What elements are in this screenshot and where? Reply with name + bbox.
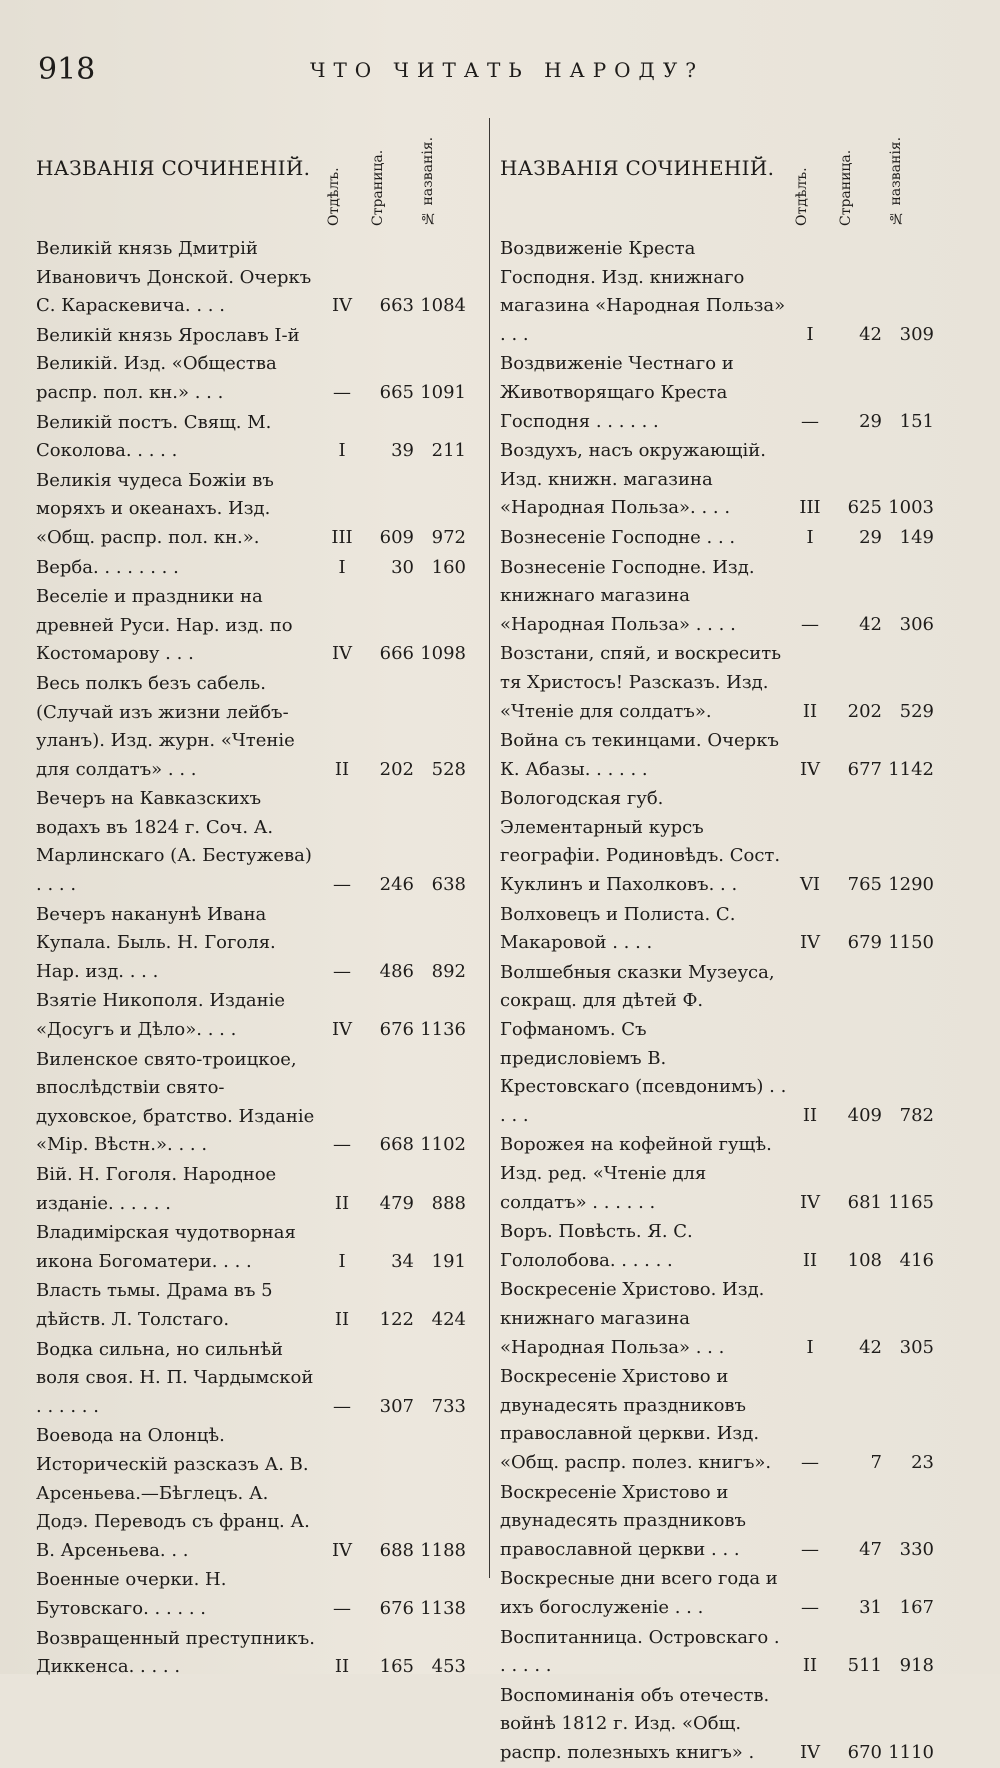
entry-section: II: [334, 1192, 350, 1214]
entry-title: Верба. . . . . . . .: [36, 556, 179, 578]
entry-title: Воздвиженіе Креста Господня. Изд. книжнаго магазина «Народная Польза» . . .: [500, 238, 786, 345]
entry-number: 1084: [420, 295, 466, 317]
entry-section: —: [333, 1395, 351, 1417]
entry-section: —: [801, 1451, 819, 1473]
index-entry: [36, 901, 486, 987]
entry-section: —: [801, 613, 819, 635]
entry-section: II: [802, 1655, 818, 1677]
entry-section: —: [801, 1538, 819, 1560]
left-column: [36, 110, 486, 1683]
entry-page: 246: [379, 874, 414, 896]
index-entry: [500, 1565, 950, 1622]
entry-number: 23: [911, 1451, 934, 1473]
entry-title: Владимірская чудотворная икона Богоматери. . . .: [36, 1222, 296, 1272]
entry-page: 668: [379, 1134, 414, 1156]
entry-page: 688: [379, 1539, 414, 1561]
entry-page: 679: [847, 932, 882, 954]
entry-page: 486: [379, 960, 414, 982]
entry-page: 670: [847, 1741, 882, 1763]
entry-section: IV: [799, 1741, 821, 1763]
entry-title: Военные очерки. Н. Бутовскаго. . . . . .: [36, 1569, 227, 1619]
entry-title: Волховецъ и Полиста. С. Макаровой . . . .: [500, 903, 736, 954]
index-entry: [500, 1682, 950, 1768]
right-column-header: [500, 110, 950, 235]
entry-page: 765: [847, 874, 882, 896]
entry-number: 453: [431, 1656, 466, 1678]
entry-page: 307: [379, 1395, 414, 1417]
entry-title: Воскресеніе Христово. Изд. книжнаго магазина «Народная Польза» . . .: [500, 1279, 765, 1358]
entry-section: I: [338, 556, 346, 578]
entry-page: 409: [847, 1104, 882, 1126]
entry-section: II: [334, 758, 350, 780]
page-number: 918: [38, 52, 96, 87]
index-entry: [500, 350, 950, 436]
entry-section: II: [802, 700, 818, 722]
entry-title: Водка сильна, но сильнѣй воля своя. Н. П. Чардымской . . . . . .: [36, 1338, 314, 1417]
entry-section: IV: [799, 758, 821, 780]
index-entry: [500, 1624, 950, 1681]
left-entries: [36, 235, 486, 1682]
index-entry: [36, 1161, 486, 1218]
entry-number: 918: [899, 1655, 934, 1677]
index-entry: [500, 727, 950, 784]
entry-number: 1110: [888, 1741, 934, 1763]
entry-title: Воздухъ, насъ окружающій. Изд. книжн. магазина «Народная Польза». . . .: [500, 440, 766, 519]
entry-section: I: [806, 323, 814, 345]
entry-page: 625: [847, 497, 882, 519]
column-title: НАЗВАНІЯ СОЧИНЕНІЙ.: [500, 156, 775, 180]
entry-page: 42: [859, 1336, 882, 1358]
entry-number: 416: [899, 1249, 934, 1271]
entry-page: 30: [391, 556, 414, 578]
entry-section: I: [806, 526, 814, 548]
index-entry: [36, 235, 486, 321]
entry-number: 151: [899, 410, 934, 432]
entry-section: IV: [331, 1539, 353, 1561]
entry-number: 149: [899, 526, 934, 548]
index-entry: [36, 785, 486, 899]
entry-section: —: [801, 1596, 819, 1618]
entry-title: Вознесеніе Господне. Изд. книжнаго магазина «Народная Польза» . . . .: [500, 556, 755, 635]
entry-number: 638: [431, 874, 466, 896]
index-entry: [36, 670, 486, 784]
entry-section: —: [801, 410, 819, 432]
entry-section: II: [334, 1656, 350, 1678]
index-entry: [36, 583, 486, 669]
entry-number: 1102: [420, 1134, 466, 1156]
index-entry: [500, 959, 950, 1131]
index-entry: [500, 1479, 950, 1565]
entry-page: 677: [847, 758, 882, 780]
entry-page: 42: [859, 323, 882, 345]
index-entry: [500, 1276, 950, 1362]
entry-section: II: [802, 1249, 818, 1271]
section-header: Отдѣлъ.: [794, 167, 810, 226]
entry-number: 529: [899, 700, 934, 722]
entry-title: Весь полкъ безъ сабель. (Случай изъ жизни лейбъ-уланъ). Изд. журн. «Чтеніе для солдатъ» . . .: [36, 672, 295, 780]
entry-page: 39: [391, 440, 414, 462]
entry-title: Взятіе Никополя. Изданіе «Досугъ и Дѣло». . . .: [36, 990, 286, 1041]
index-entry: [500, 901, 950, 958]
page-header: Страница.: [838, 149, 854, 226]
entry-page: 663: [379, 295, 414, 317]
entry-title: Воспитанница. Островскаго . . . . . .: [500, 1626, 780, 1677]
entry-number: 1091: [420, 381, 466, 403]
entry-section: —: [333, 1134, 351, 1156]
entry-title: Воскресеніе Христово и двунадесять праздниковъ православной церкви . . .: [500, 1481, 747, 1560]
column-divider: [489, 118, 490, 1578]
entry-number: 305: [899, 1336, 934, 1358]
entry-title: Великія чудеса Божіи въ моряхъ и океанахъ. Изд. «Общ. распр. пол. кн.».: [36, 469, 274, 548]
index-entry: [36, 1566, 486, 1623]
entry-section: IV: [799, 1191, 821, 1213]
entry-number: 1136: [420, 1019, 466, 1041]
entry-page: 681: [847, 1191, 882, 1213]
entry-section: —: [333, 381, 351, 403]
entry-section: I: [806, 1336, 814, 1358]
entry-page: 202: [379, 758, 414, 780]
entry-number: 1142: [888, 758, 934, 780]
entry-number: 1003: [888, 497, 934, 519]
entry-page: 665: [379, 381, 414, 403]
entry-page: 676: [379, 1597, 414, 1619]
entry-title: Веселіе и праздники на древней Руси. Нар. изд. по Костомарову . . .: [36, 586, 293, 665]
index-entry: [500, 1218, 950, 1275]
section-header: Отдѣлъ.: [326, 167, 342, 226]
entry-number: 528: [431, 758, 466, 780]
entry-title: Возстани, спяй, и воскресить тя Христосъ! Разсказъ. Изд. «Чтеніе для солдатъ».: [500, 643, 781, 722]
entry-title: Волшебныя сказки Музеуса, сокращ. для дѣтей Ф. Гофманомъ. Съ предисловіемъ В. Крестовскаго (псевдонимъ) . . . . .: [500, 961, 787, 1126]
right-entries: [500, 235, 950, 1767]
entry-page: 29: [859, 526, 882, 548]
entry-section: IV: [331, 1019, 353, 1041]
entry-title: Воспоминанія объ отечеств. войнѣ 1812 г. Изд. «Общ. распр. полезныхъ книгъ» .: [500, 1684, 770, 1763]
entry-title: Великій князь Дмитрій Ивановичъ Донской. Очеркъ С. Караскевича. . . .: [36, 238, 312, 317]
entry-section: —: [333, 960, 351, 982]
entry-section: IV: [331, 643, 353, 665]
entry-title: Вечеръ на Кавказскихъ водахъ въ 1824 г. Соч. А. Марлинскаго (А. Бестужева) . . . .: [36, 788, 312, 896]
index-entry: [500, 437, 950, 523]
entry-number: 424: [431, 1308, 466, 1330]
entry-page: 42: [859, 613, 882, 635]
entry-title: Великій князь Ярославъ I-й Великій. Изд. «Общества распр. пол. кн.» . . .: [36, 324, 300, 403]
entry-number: 160: [431, 556, 466, 578]
entry-number: 892: [431, 960, 466, 982]
index-entry: [36, 1277, 486, 1334]
entry-page: 29: [859, 410, 882, 432]
entry-title: Воздвиженіе Честнаго и Животворящаго Креста Господня . . . . . .: [500, 353, 734, 432]
entry-number: 972: [431, 526, 466, 548]
left-column-header: [36, 110, 486, 235]
entry-page: 108: [847, 1249, 882, 1271]
entry-page: 47: [859, 1538, 882, 1560]
entry-section: II: [802, 1104, 818, 1126]
entry-title: Вечеръ наканунѣ Ивана Купала. Быль. Н. Гоголя. Нар. изд. . . .: [36, 903, 276, 982]
entry-section: III: [331, 526, 353, 548]
entry-number: 306: [899, 613, 934, 635]
entry-section: I: [338, 1250, 346, 1272]
entry-section: IV: [799, 932, 821, 954]
index-entry: [36, 409, 486, 466]
entry-title: Виленское свято-троицкое, впослѣдствіи свято-духовское, братство. Изданіе «Мір. Вѣстн.». . . .: [36, 1048, 315, 1156]
index-entry: [36, 1625, 486, 1682]
entry-title: Воскресеніе Христово и двунадесять праздниковъ православной церкви. Изд. «Общ. распр. полез. книгъ».: [500, 1366, 772, 1473]
index-entry: [36, 1422, 486, 1565]
entry-number: 1098: [420, 643, 466, 665]
entry-page: 34: [391, 1250, 414, 1272]
index-entry: [36, 1336, 486, 1422]
entry-number: 1150: [888, 932, 934, 954]
index-entry: [500, 1363, 950, 1477]
number-header: № названія.: [420, 136, 436, 226]
index-entry: [36, 1219, 486, 1276]
entry-page: 609: [379, 526, 414, 548]
entry-page: 511: [847, 1655, 882, 1677]
column-title: НАЗВАНІЯ СОЧИНЕНІЙ.: [36, 156, 311, 180]
entry-section: III: [799, 497, 821, 519]
index-entry: [36, 1046, 486, 1160]
entry-title: Возвращенный преступникъ. Диккенса. . . . .: [36, 1627, 315, 1678]
entry-page: 479: [379, 1192, 414, 1214]
index-entry: [36, 987, 486, 1044]
entry-section: II: [334, 1308, 350, 1330]
index-entry: [36, 467, 486, 553]
index-entry: [500, 524, 950, 553]
entry-title: Великій постъ. Свящ. М. Соколова. . . . .: [36, 411, 272, 462]
entry-page: 31: [859, 1596, 882, 1618]
entry-number: 211: [431, 440, 466, 462]
entry-number: 191: [431, 1250, 466, 1272]
entry-title: Война съ текинцами. Очеркъ К. Абазы. . . . . .: [500, 730, 779, 780]
entry-number: 330: [899, 1538, 934, 1560]
entry-number: 1165: [888, 1191, 934, 1213]
entry-title: Вій. Н. Гоголя. Народное изданіе. . . . . .: [36, 1164, 277, 1214]
entry-title: Вознесеніе Господне . . .: [500, 526, 736, 548]
entry-section: I: [338, 440, 346, 462]
entry-number: 888: [431, 1192, 466, 1214]
index-entry: [500, 235, 950, 349]
entry-number: 167: [899, 1596, 934, 1618]
entry-title: Ворожея на кофейной гущѣ. Изд. ред. «Чтеніе для солдатъ» . . . . . .: [500, 1134, 772, 1213]
entry-number: 1138: [420, 1597, 466, 1619]
entry-page: 202: [847, 700, 882, 722]
entry-section: —: [333, 1597, 351, 1619]
entry-page: 165: [379, 1656, 414, 1678]
entry-page: 7: [870, 1451, 882, 1473]
entry-title: Власть тьмы. Драма въ 5 дѣйств. Л. Толстаго.: [36, 1280, 273, 1330]
running-head: ЧТО ЧИТАТЬ НАРОДУ?: [310, 58, 704, 82]
entry-page: 676: [379, 1019, 414, 1041]
index-entry: [500, 554, 950, 640]
entry-section: —: [333, 874, 351, 896]
entry-title: Воскресные дни всего года и ихъ богослуженіе . . .: [500, 1568, 778, 1618]
entry-number: 1290: [888, 874, 934, 896]
index-entry: [36, 322, 486, 408]
entry-title: Воевода на Олонцѣ. Историческій разсказъ А. В. Арсеньева.—Бѣглецъ. А. Додэ. Переводъ съ франц. А. В. Арсеньева. . .: [36, 1425, 310, 1561]
index-entry: [500, 785, 950, 899]
right-column: [500, 110, 950, 1768]
entry-title: Воръ. Повѣсть. Я. С. Гололобова. . . . . .: [500, 1221, 693, 1271]
index-entry: [36, 554, 486, 583]
index-entry: [500, 640, 950, 726]
entry-section: IV: [331, 295, 353, 317]
entry-page: 666: [379, 643, 414, 665]
number-header: № названія.: [888, 136, 904, 226]
entry-title: Вологодская губ. Элементарный курсъ географіи. Родиновѣдъ. Сост. Куклинъ и Пахолковъ. . .: [500, 788, 781, 896]
entry-number: 309: [899, 323, 934, 345]
page-header: Страница.: [370, 149, 386, 226]
entry-section: VI: [799, 874, 821, 896]
entry-number: 782: [899, 1104, 934, 1126]
entry-number: 1188: [420, 1539, 466, 1561]
index-entry: [500, 1131, 950, 1217]
entry-page: 122: [379, 1308, 414, 1330]
entry-number: 733: [431, 1395, 466, 1417]
